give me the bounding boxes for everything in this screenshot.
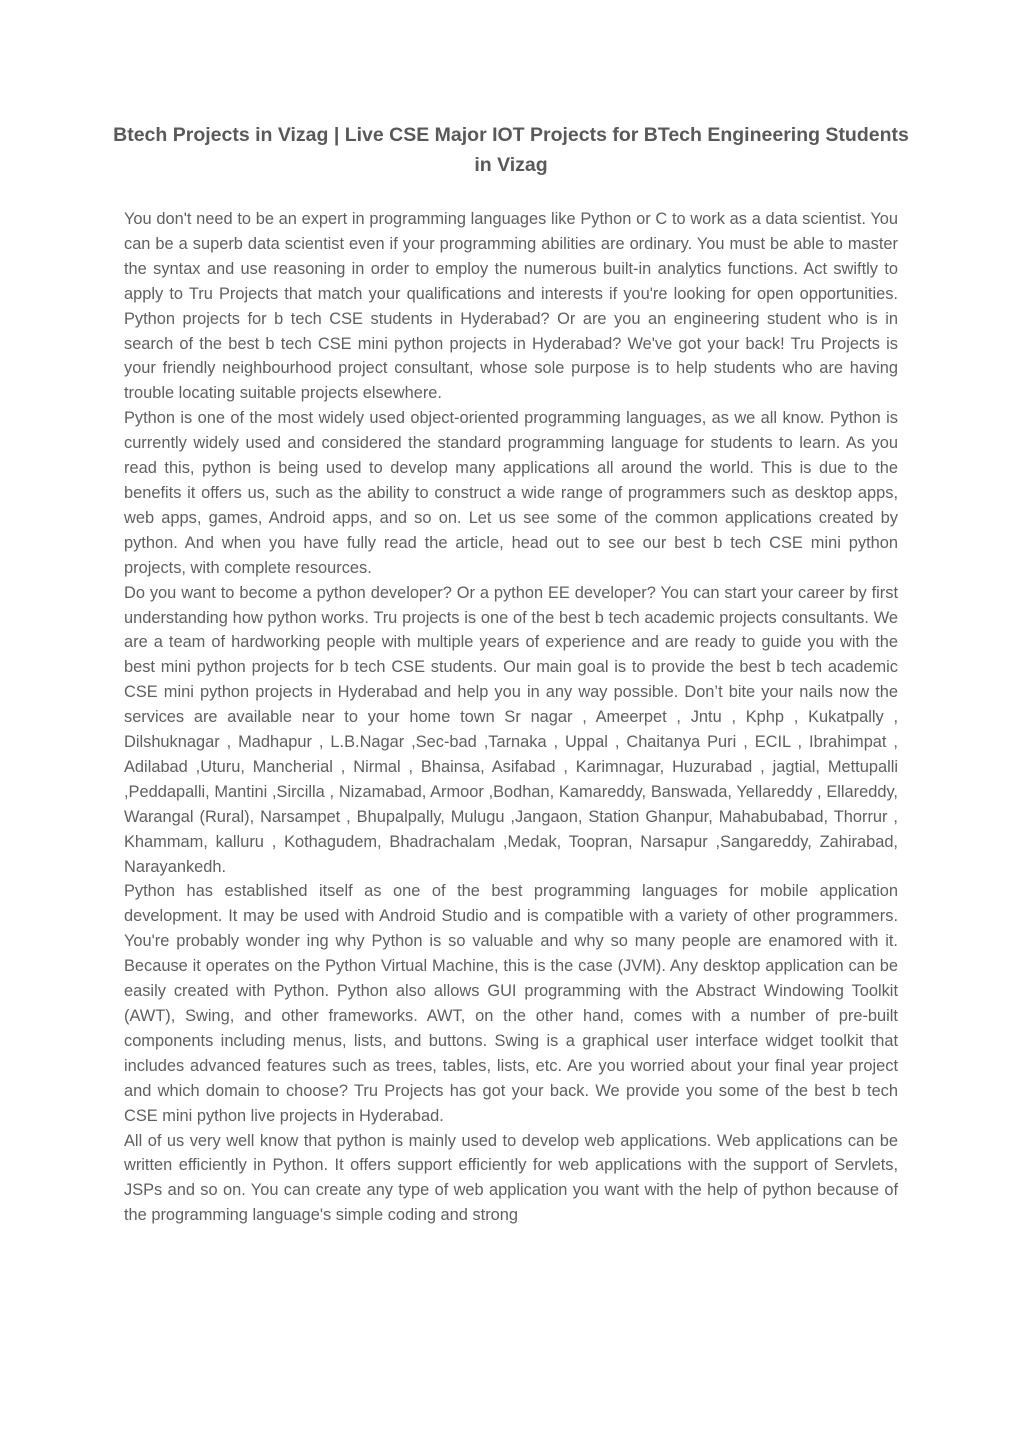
paragraph-web-applications: All of us very well know that python is mainly used to develop web applications. Web applications can be written efficiently in Python. It offers support efficiently for web applications with the support of Servlets, JSPs and so on. You can create any type of web application you want with the help of python because of the programming language's simple coding and strong: [124, 1131, 898, 1225]
paragraph-mobile-application: Python has established itself as one of the best programming languages for mobile application development. It may be used with Android Studio and is compatible with a variety of other programmers. You're probably wonder ing why Python is so valuable and why so many people are enamored with it. Because it operates on the Python Virtual Machine, this is the case (JVM). Any desktop application can be easily created with Python. Python also allows GUI programming with the Abstract Windowing Toolkit (AWT), Swing, and other frameworks. AWT, on the other hand, comes with a number of pre-built components including menus, lists, and buttons. Swing is a graphical user interface widget toolkit that includes advanced features such as trees, tables, lists, etc. Are you worried about your final year project and which domain to choose? Tru Projects has got your back. We provide you some of the best b tech CSE mini python live projects in Hyderabad.: [124, 882, 898, 1125]
document-page: [113, 120, 909, 1228]
paragraph-become-python-developer: Do you want to become a python developer? Or a python EE developer? You can start your career by first understanding how python works. Tru projects is one of the best b tech academic projects consultants. We are a team of hardworking people with multiple years of experience and are ready to guide you with the best mini python projects for b tech CSE students. Our main goal is to provide the best b tech academic CSE mini python projects in Hyderabad and help you in any way possible. Don’t bite your nails now the services are available near to your home town Sr nagar , Ameerpet , Jntu , Kphp , Kukatpally , Dilshuknagar , Madhapur , L.B.Nagar ,Sec-bad ,Tarnaka , Uppal , Chaitanya Puri , ECIL , Ibrahimpat , Adilabad ,Uturu, Mancherial , Nirmal , Bhainsa, Asifabad , Karimnagar, Huzurabad , jagtial, Mettupalli ,Peddapalli, Mantini ,Sircilla , Nizamabad, Armoor ,Bodhan, Kamareddy, Banswada, Yellareddy , Ellareddy, Warangal (Rural), Narsampet , Bhupalpally, Mulugu ,Jangaon, Station Ghanpur, Mahabubabad, Thorrur , Khammam, kalluru , Kothagudem, Bhadrachalam ,Medak, Toopran, Narsapur ,Sangareddy, Zahirabad, Narayankedh.: [124, 583, 898, 876]
paragraph-python-widely-used: Python is one of the most widely used object-oriented programming languages, as we all know. Python is currently widely used and considered the standard programming language for students to learn. As you read this, python is being used to develop many applications all around the world. This is due to the benefits it offers us, such as the ability to construct a wide range of programmers such as desktop apps, web apps, games, Android apps, and so on. Let us see some of the common applications created by python. And when you have fully read the article, head out to see our best b tech CSE mini python projects, with complete resources.: [124, 409, 898, 577]
document-title: Btech Projects in Vizag | Live CSE Major IOT Projects for BTech Engineering Students in Vizag: [113, 124, 909, 176]
document-body: [124, 207, 898, 1228]
paragraph-data-scientist: You don't need to be an expert in programming languages like Python or C to work as a data scientist. You can be a superb data scientist even if your programming abilities are ordinary. You must be able to master the syntax and use reasoning in order to employ the numerous built-in analytics functions. Act swiftly to apply to Tru Projects that match your qualifications and interests if you're looking for open opportunities. Python projects for b tech CSE students in Hyderabad? Or are you an engineering student who is in search of the best b tech CSE mini python projects in Hyderabad? We've got your back! Tru Projects is your friendly neighbourhood project consultant, whose sole purpose is to help students who are having trouble locating suitable projects elsewhere.: [124, 210, 898, 403]
